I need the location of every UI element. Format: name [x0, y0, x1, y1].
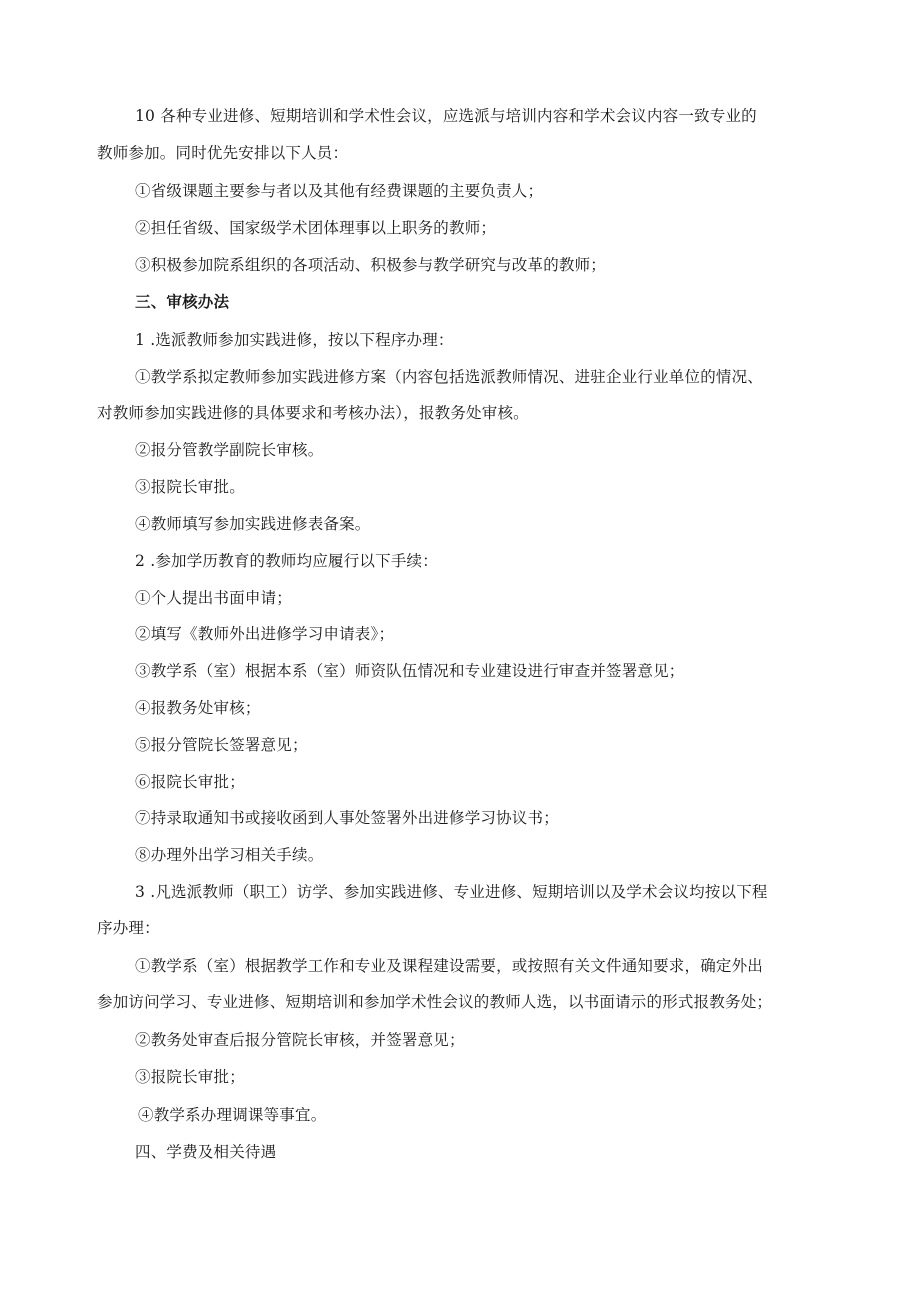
list-item: ⑦持录取通知书或接收函到人事处签署外出进修学习协议书；	[135, 809, 559, 827]
paragraph-line: 对教师参加实践进修的具体要求和考核办法），报教务处审核。	[97, 404, 529, 422]
paragraph-line: 10 各种专业进修、短期培训和学术性会议，应选派与培训内容和学术会议内容一致专业的	[135, 107, 757, 125]
list-item: ③积极参加院系组织的各项活动、积极参与教学研究与改革的教师；	[135, 256, 607, 274]
section-heading: 三、审核办法	[135, 292, 230, 311]
list-item: ②担任省级、国家级学术团体理事以上职务的教师；	[135, 219, 497, 237]
numbered-item: 2 .参加学历教育的教师均应履行以下手续：	[135, 552, 438, 570]
paragraph-line: 序办理：	[97, 919, 160, 937]
list-item: ①教学系拟定教师参加实践进修方案（内容包括选派教师情况、进驻企业行业单位的情况、	[135, 368, 764, 386]
list-item: ①教学系（室）根据教学工作和专业及课程建设需要，或按照有关文件通知要求，确定外出	[135, 957, 764, 975]
list-item: ①个人提出书面申请；	[135, 589, 293, 607]
list-item: ②报分管教学副院长审核。	[135, 441, 324, 459]
list-item: ⑥报院长审批；	[135, 773, 245, 791]
paragraph-line: 教师参加。同时优先安排以下人员：	[97, 144, 349, 162]
list-item: ④教师填写参加实践进修表备案。	[135, 515, 371, 533]
list-item: ⑤报分管院长签署意见；	[135, 736, 308, 754]
list-item: ②填写《教师外出进修学习申请表》；	[135, 625, 395, 643]
section-heading: 四、学费及相关待遇	[135, 1143, 277, 1161]
list-item: ③教学系（室）根据本系（室）师资队伍情况和专业建设进行审查并签署意见；	[135, 662, 685, 680]
list-item: ②教务处审查后报分管院长审核，并签署意见；	[135, 1031, 465, 1049]
list-item: ③报院长审批。	[135, 478, 245, 496]
list-item: ①省级课题主要参与者以及其他有经费课题的主要负责人；	[135, 182, 544, 200]
list-item: ④教学系办理调课等事宜。	[138, 1106, 327, 1124]
numbered-item: 3 .凡选派教师（职工）访学、参加实践进修、专业进修、短期培训以及学术会议均按以下程	[135, 883, 768, 901]
paragraph-line: 参加访问学习、专业进修、短期培训和参加学术性会议的教师人选，以书面请示的形式报教务处；	[97, 993, 773, 1011]
list-item: ④报教务处审核；	[135, 699, 261, 717]
list-item: ⑧办理外出学习相关手续。	[135, 846, 324, 864]
numbered-item: 1 .选派教师参加实践进修，按以下程序办理：	[135, 331, 454, 349]
list-item: ③报院长审批；	[135, 1068, 245, 1086]
